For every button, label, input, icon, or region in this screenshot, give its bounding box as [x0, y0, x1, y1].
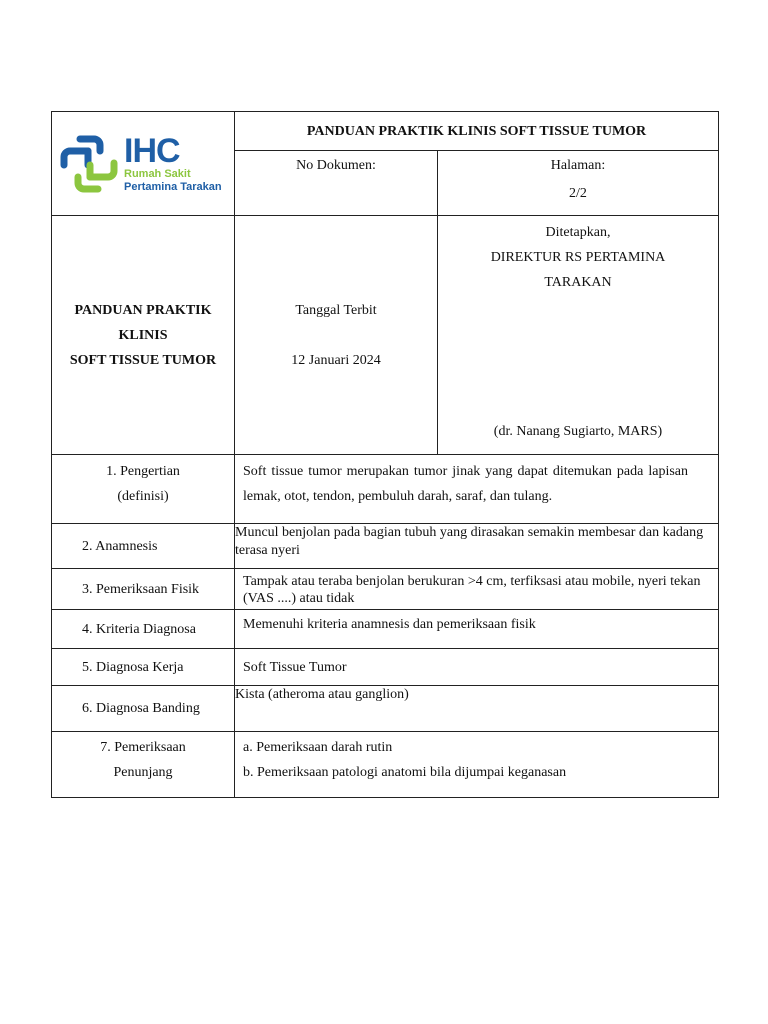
section-4-content: Memenuhi kriteria anamnesis dan pemeriksaan fisik [235, 610, 719, 649]
tanggal-value: 12 Januari 2024 [291, 352, 381, 368]
section-1-label-line-1: 1. Pengertian [106, 464, 180, 479]
logo-brand: IHC [124, 131, 180, 170]
section-4-label: 4. Kriteria Diagnosa [52, 610, 235, 649]
left-title-line-2: KLINIS [118, 327, 168, 343]
section-1-label-line-2: (definisi) [117, 489, 169, 504]
halaman-value: 2/2 [569, 186, 587, 201]
section-3-content: Tampak atau teraba benjolan berukuran >4 cm, terfiksasi atau mobile, nyeri tekan (VAS ....) atau tidak [235, 569, 719, 610]
section-7-label [52, 732, 235, 798]
section-7-content [235, 732, 719, 798]
hospital-logo [52, 131, 234, 194]
list-item: b. Pemeriksaan patologi anatomi bila dijumpai keganasan [243, 765, 567, 780]
section-2-label: 2. Anamnesis [52, 524, 235, 569]
section-7-label-line-1: 7. Pemeriksaan [100, 740, 186, 755]
section-1-label [52, 455, 235, 524]
logo-line-2: Pertamina Tarakan [124, 180, 222, 193]
ppk-left-title [52, 216, 235, 455]
section-6-content: Kista (atheroma atau ganglion) [235, 686, 719, 732]
section-6-label: 6. Diagnosa Banding [52, 686, 235, 732]
penetapan-cell [438, 216, 719, 455]
tanggal-label: Tanggal Terbit [295, 302, 377, 318]
signatory-name: (dr. Nanang Sugiarto, MARS) [493, 424, 663, 439]
document [51, 111, 718, 798]
section-5-label: 5. Diagnosa Kerja [52, 649, 235, 686]
section-3-label: 3. Pemeriksaan Fisik [52, 569, 235, 610]
halaman-label: Halaman: [550, 158, 606, 173]
list-item: a. Pemeriksaan darah rutin [243, 740, 393, 755]
logo-cell [52, 112, 235, 216]
direktur-line-1: DIREKTUR RS PERTAMINA [490, 250, 666, 265]
logo-line-1: Rumah Sakit [124, 167, 191, 180]
section-1-content: Soft tissue tumor merupakan tumor jinak yang dapat ditemukan pada lapisan lemak, otot, tendon, pembuluh darah, saraf, dan tulang. [235, 455, 719, 524]
ihc-cross-icon [60, 135, 118, 193]
left-title-line-1: PANDUAN PRAKTIK [74, 302, 212, 318]
document-title: PANDUAN PRAKTIK KLINIS SOFT TISSUE TUMOR [235, 112, 719, 151]
ditetapkan-text: Ditetapkan, [545, 225, 611, 240]
ppk-table [51, 111, 719, 798]
section-7-label-line-2: Penunjang [113, 765, 173, 780]
halaman-cell [438, 151, 719, 216]
no-dokumen-label: No Dokumen: [296, 158, 376, 173]
section-5-content: Soft Tissue Tumor [235, 649, 719, 686]
direktur-line-2: TARAKAN [544, 275, 612, 290]
section-2-content: Muncul benjolan pada bagian tubuh yang dirasakan semakin membesar dan kadang terasa nyeri [235, 524, 719, 569]
tanggal-cell [235, 216, 438, 455]
no-dokumen-cell [235, 151, 438, 216]
left-title-line-3: SOFT TISSUE TUMOR [69, 352, 217, 368]
